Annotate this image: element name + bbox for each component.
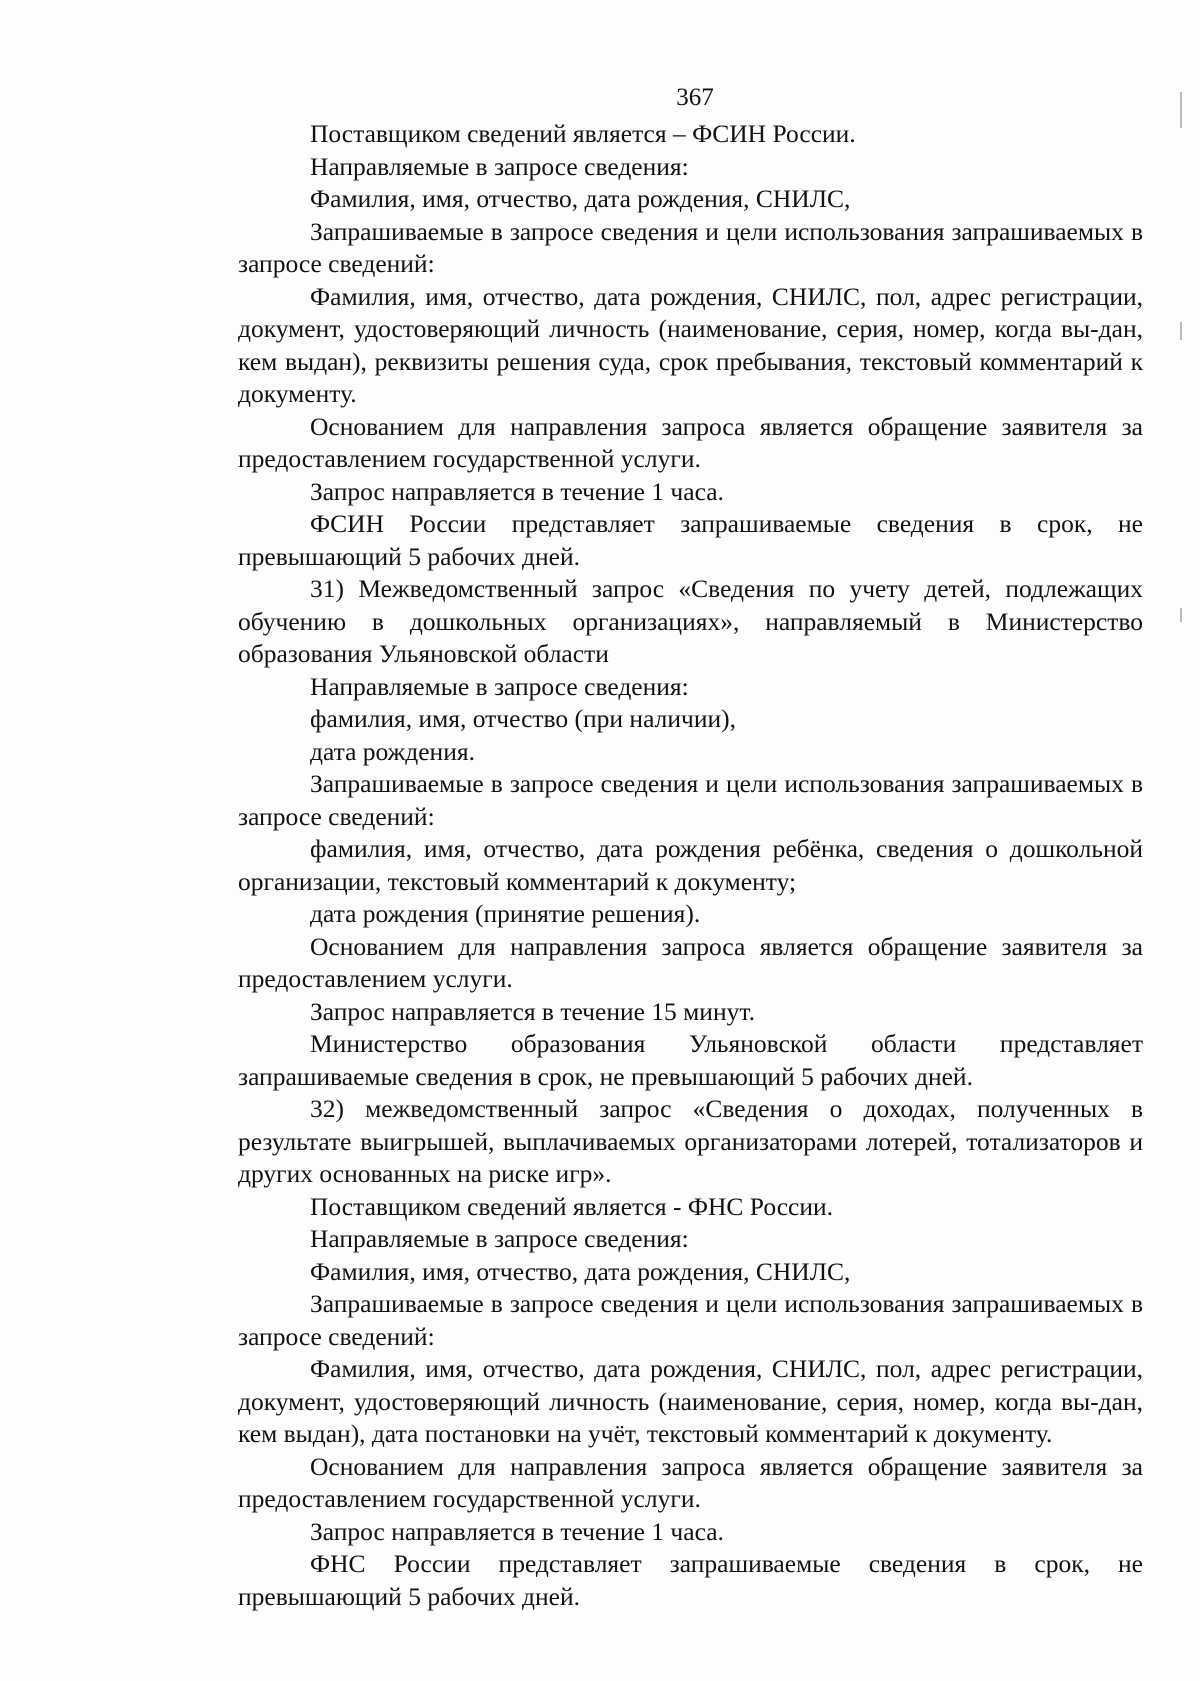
page-number: 367 xyxy=(676,84,714,111)
paragraph: Министерство образования Ульяновской области представляет запрашиваемые сведения в срок, не превышающий 5 рабочих дней. xyxy=(238,1029,1143,1091)
paragraph: Фамилия, имя, отчество, дата рождения, СНИЛС, xyxy=(310,184,851,213)
paragraph: Поставщиком сведений является – ФСИН России. xyxy=(310,119,856,148)
paragraph: Основанием для направления запроса является обращение заявителя за предоставлением государственной услуги. xyxy=(238,1451,1143,1513)
paragraph: 32) межведомственный запрос «Сведения о доходах, полученных в результате выигрышей, выплачиваемых организаторами лотерей, тотализаторов и других основанных на риске игр». xyxy=(238,1094,1143,1188)
paragraph: Запрашиваемые в запросе сведения и цели использования запрашиваемых в запросе сведений: xyxy=(238,769,1143,831)
scan-edge-mark xyxy=(1180,322,1182,340)
paragraph: фамилия, имя, отчество, дата рождения ребёнка, сведения о дошкольной организации, текстовый комментарий к документу; xyxy=(238,834,1143,896)
paragraph: Направляемые в запросе сведения: xyxy=(310,671,689,701)
paragraph: Основанием для направления запроса является обращение заявителя за предоставлением государственной услуги. xyxy=(238,411,1143,473)
paragraph: Запрос направляется в течение 1 часа. xyxy=(310,476,724,506)
paragraph: дата рождения. xyxy=(310,736,475,766)
paragraph: Запрашиваемые в запросе сведения и цели использования запрашиваемых в запросе сведений: xyxy=(238,1289,1143,1351)
paragraph: Основанием для направления запроса является обращение заявителя за предоставлением услуги. xyxy=(238,931,1143,993)
paragraph: 31) Межведомственный запрос «Сведения по учету детей, подлежащих обучению в дошкольных организациях», направляемый в Министерство образования Ульяновской области xyxy=(238,574,1143,668)
paragraph: Направляемые в запросе сведения: xyxy=(310,151,689,181)
document-body xyxy=(238,118,1143,1613)
paragraph: Фамилия, имя, отчество, дата рождения, СНИЛС, xyxy=(310,1256,851,1286)
paragraph: фамилия, имя, отчество (при наличии), xyxy=(310,704,736,733)
scan-edge-mark xyxy=(1180,608,1182,622)
paragraph: дата рождения (принятие решения). xyxy=(310,899,701,928)
paragraph: ФНС России представляет запрашиваемые сведения в срок, не превышающий 5 рабочих дней. xyxy=(238,1549,1143,1611)
paragraph: Фамилия, имя, отчество, дата рождения, СНИЛС, пол, адрес регистрации, документ, удостоверяющий личность (наименование, серия, номер, когда вы-дан, кем выдан), реквизиты решения суда, срок пребывания, текстовый комментарий к документу. xyxy=(238,281,1143,408)
paragraph: Запрос направляется в течение 1 часа. xyxy=(310,1516,724,1546)
paragraph: ФСИН России представляет запрашиваемые сведения в срок, не превышающий 5 рабочих дней. xyxy=(238,509,1143,571)
paragraph: Фамилия, имя, отчество, дата рождения, СНИЛС, пол, адрес регистрации, документ, удостоверяющий личность (наименование, серия, номер, когда вы-дан, кем выдан), дата постановки на учёт, текстовый комментарий к документу. xyxy=(238,1354,1143,1448)
paragraph: Запрос направляется в течение 15 минут. xyxy=(310,996,755,1026)
scan-edge-mark xyxy=(1180,92,1182,128)
paragraph: Поставщиком сведений является - ФНС России. xyxy=(310,1191,834,1221)
paragraph: Направляемые в запросе сведения: xyxy=(310,1224,689,1253)
paragraph: Запрашиваемые в запросе сведения и цели использования запрашиваемых в запросе сведений: xyxy=(238,216,1143,278)
